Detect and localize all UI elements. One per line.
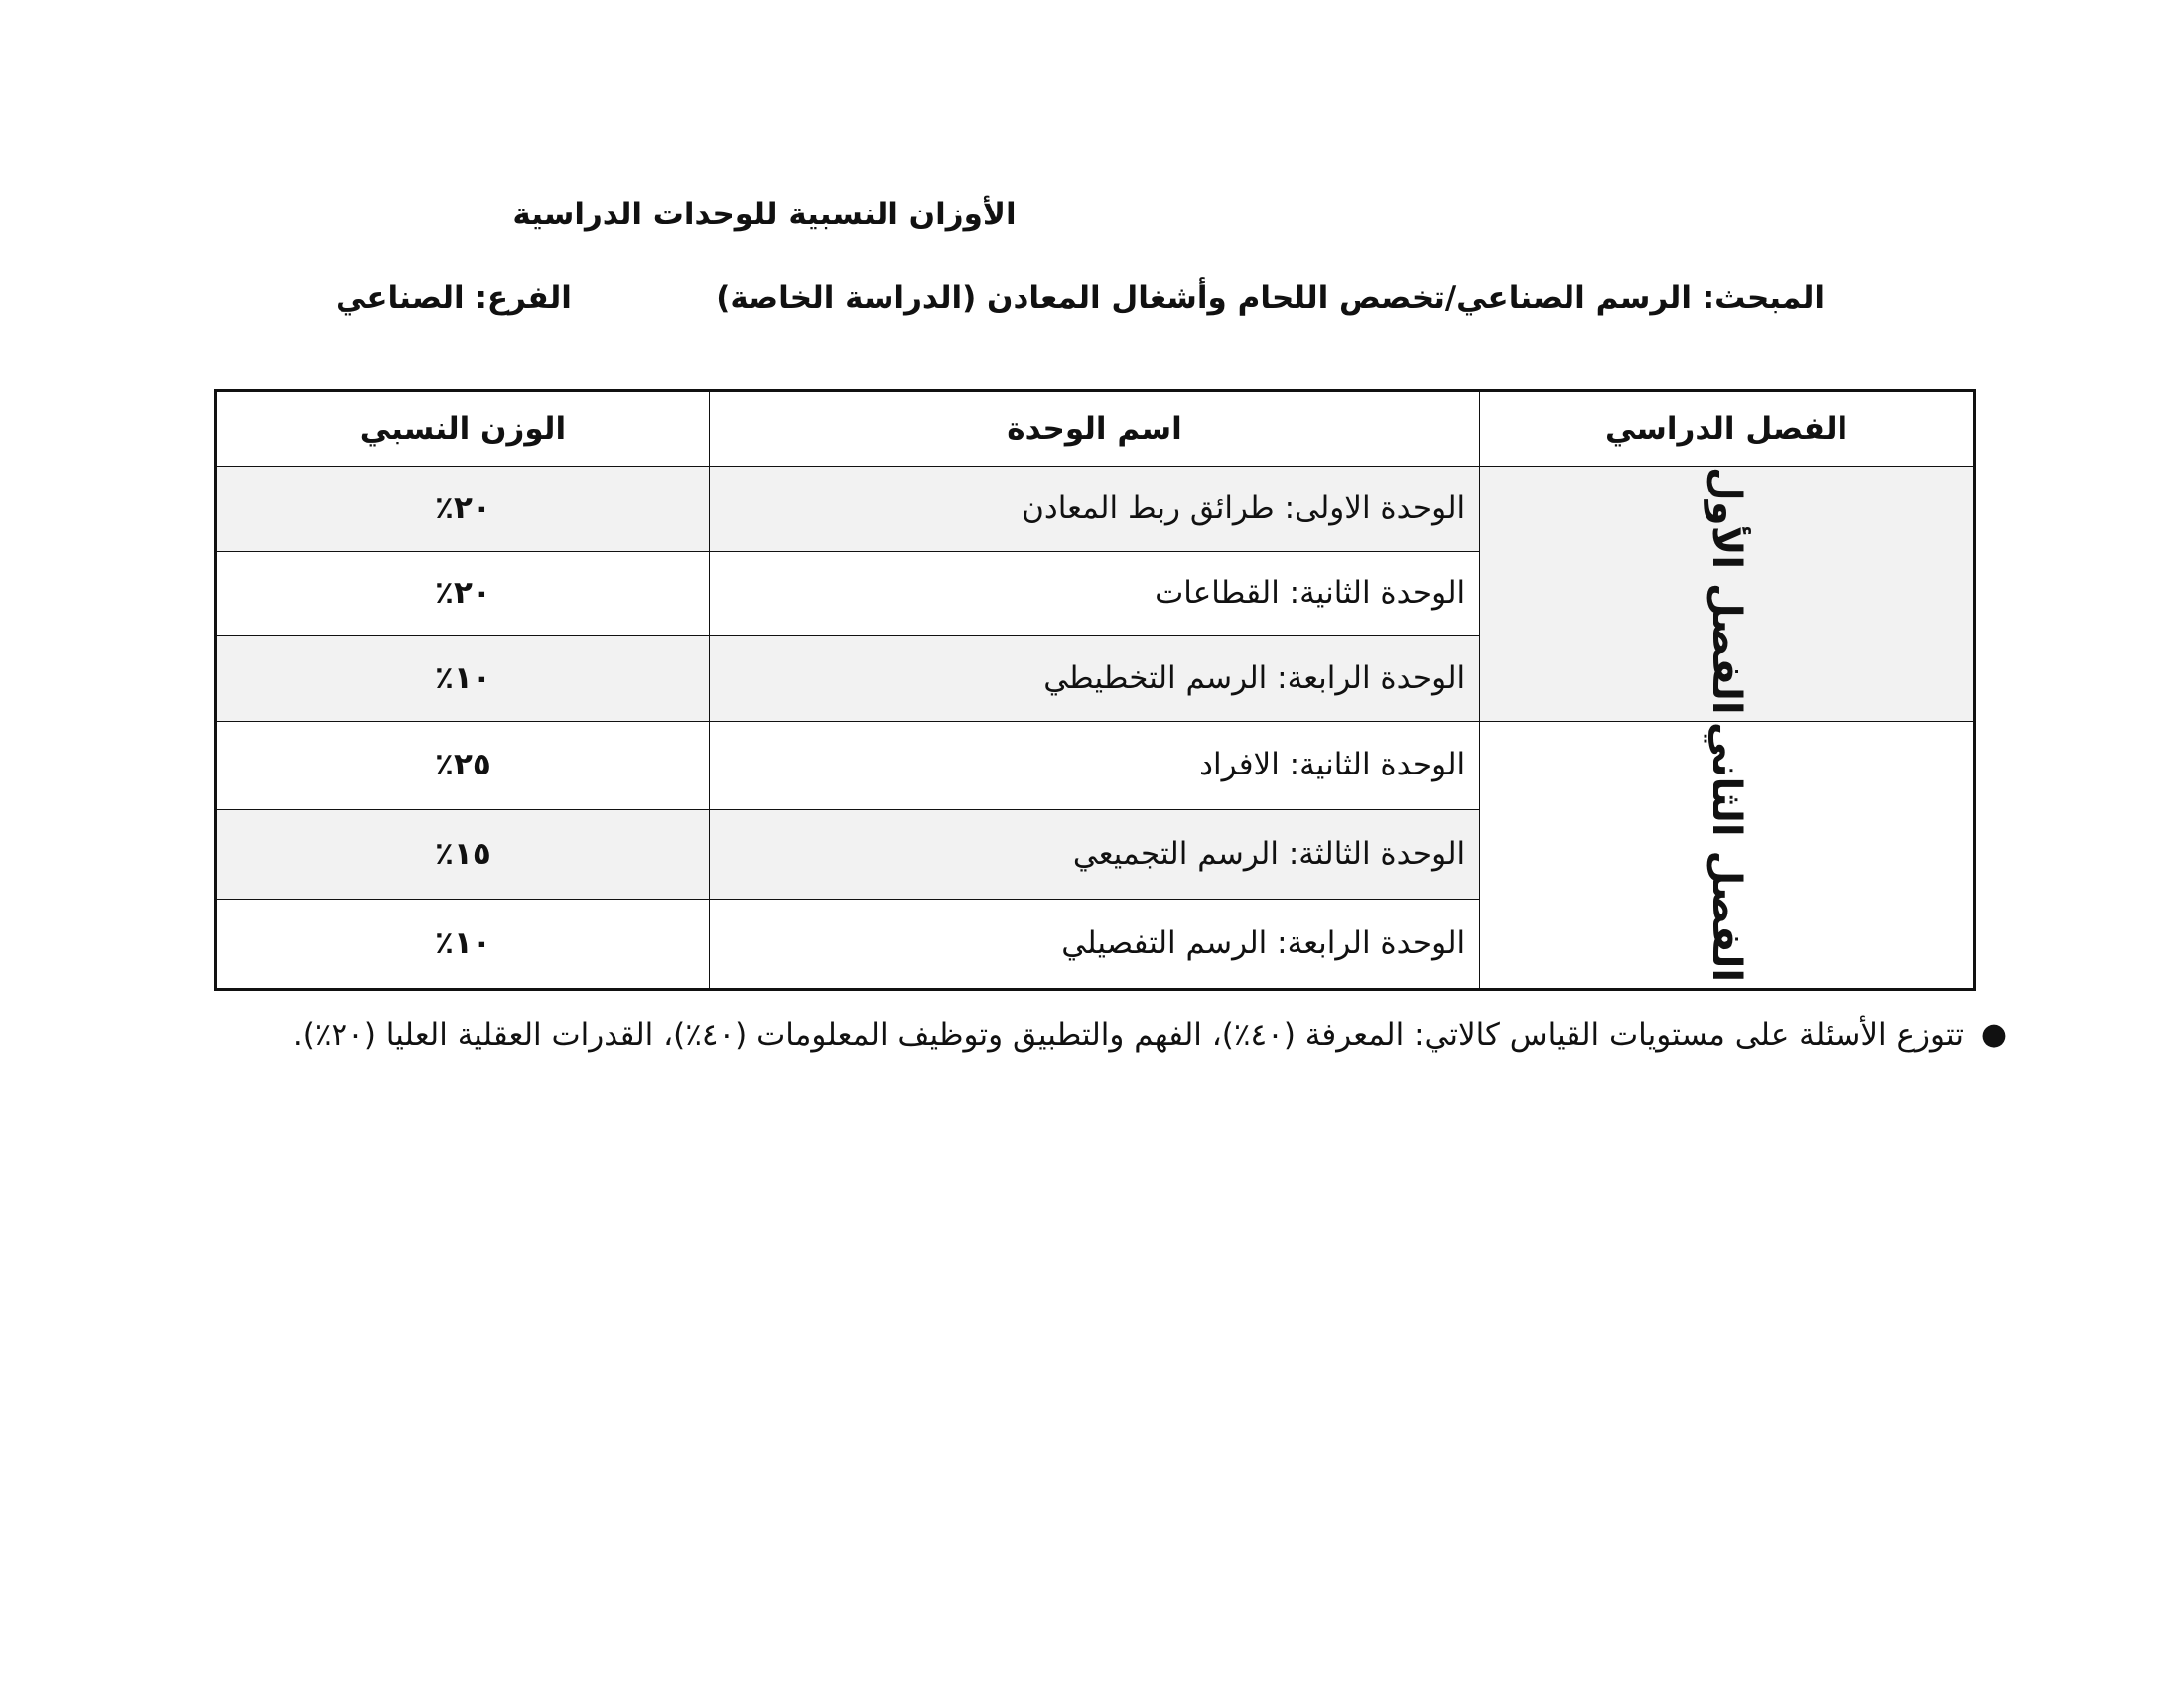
unit-name-cell: الوحدة الثانية: القطاعات (709, 551, 1479, 636)
bullet-icon: ● (1980, 1017, 2007, 1052)
header-unit: اسم الوحدة (709, 391, 1479, 467)
page-title: الأوزان النسبية للوحدات الدراسية (512, 197, 1017, 232)
notes-list (105, 1009, 2015, 1060)
unit-name-cell: الوحدة الرابعة: الرسم التخطيطي (709, 636, 1479, 722)
header-weight: الوزن النسبي (216, 391, 710, 467)
unit-weight-cell: ١٠٪ (216, 899, 710, 989)
table-row (216, 467, 1975, 552)
unit-name-cell: الوحدة الاولى: طرائق ربط المعادن (709, 467, 1479, 552)
table-header-row (216, 391, 1975, 467)
subject-line: المبحث: الرسم الصناعي/تخصص اللحام وأشغال المعادن (الدراسة الخاصة) (716, 280, 1825, 316)
unit-weight-cell: ١٠٪ (216, 636, 710, 722)
unit-name-cell: الوحدة الثانية: الافراد (709, 721, 1479, 810)
unit-weight-cell: ٢٠٪ (216, 467, 710, 552)
unit-weights-table (214, 389, 1976, 991)
header-semester: الفصل الدراسي (1480, 391, 1975, 467)
semester-label: الفصل الثاني (1704, 721, 1750, 982)
list-item (105, 1009, 2015, 1060)
semester-cell-second (1480, 721, 1975, 989)
note-text: تتوزع الأسئلة على مستويات القياس كالاتي: المعرفة (٤٠٪)، الفهم والتطبيق وتوظيف المعلومات (٤٠٪)، القدرات العقلية العليا (٢٠٪). (292, 1017, 1964, 1053)
unit-name-cell: الوحدة الثالثة: الرسم التجميعي (709, 810, 1479, 900)
branch-line: الفرع: الصناعي (336, 280, 572, 316)
unit-name-cell: الوحدة الرابعة: الرسم التفصيلي (709, 899, 1479, 989)
unit-weight-cell: ٢٠٪ (216, 551, 710, 636)
semester-cell-first (1480, 467, 1975, 722)
semester-label: الفصل الأول (1704, 467, 1750, 715)
unit-weight-cell: ٢٥٪ (216, 721, 710, 810)
unit-weight-cell: ١٥٪ (216, 810, 710, 900)
table-row (216, 721, 1975, 810)
